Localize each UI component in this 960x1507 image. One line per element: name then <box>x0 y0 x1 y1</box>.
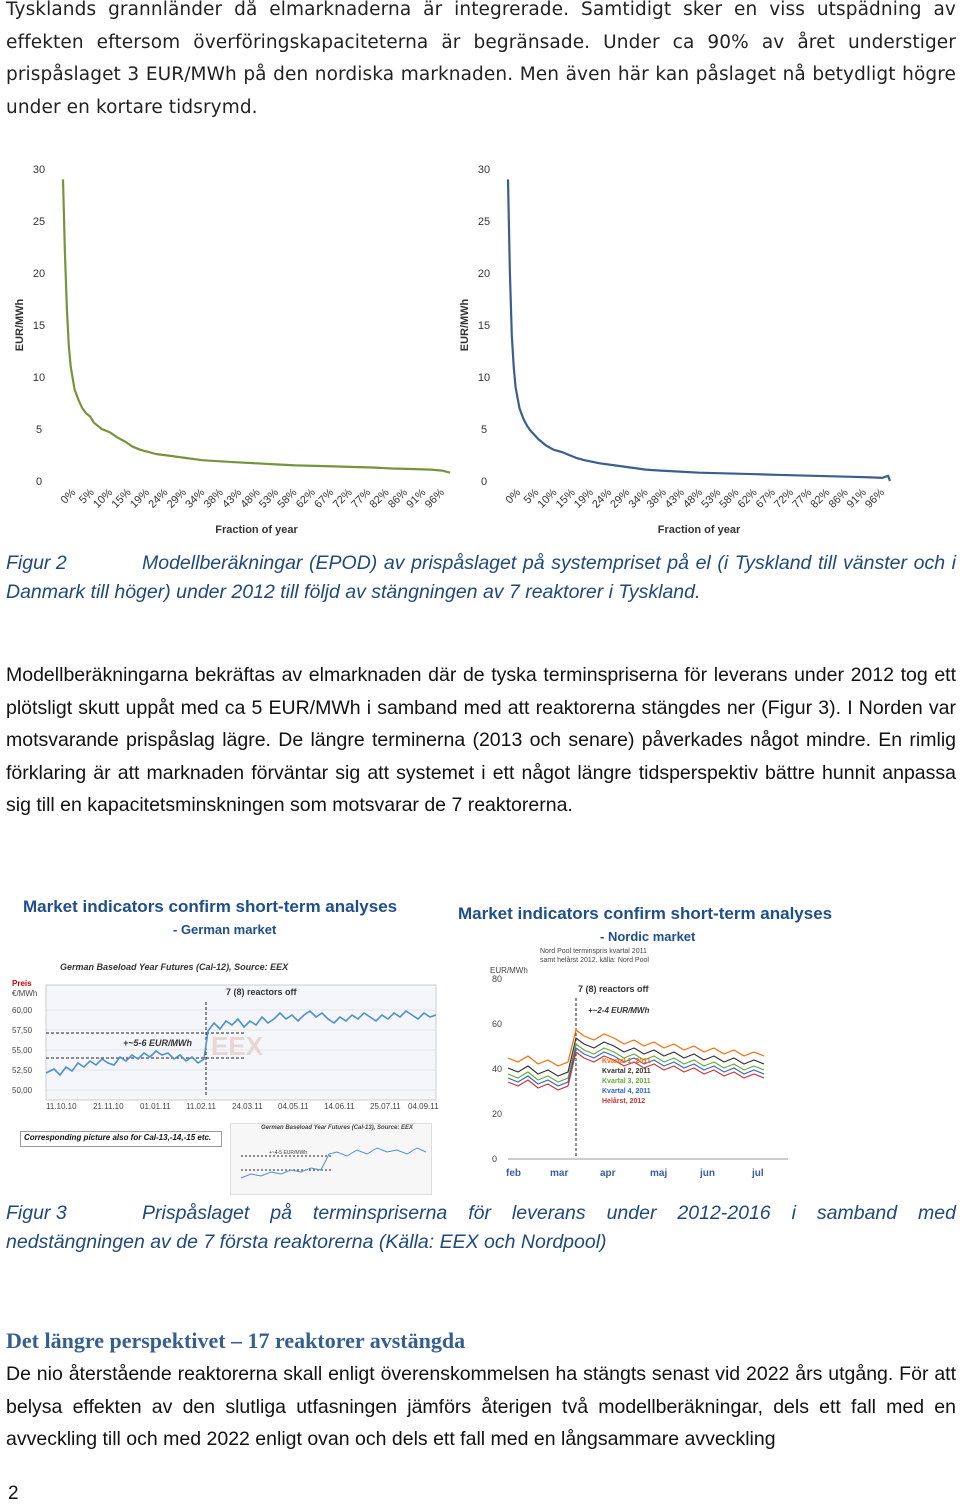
legend-item: Kvartal 2, 2011 <box>602 1068 651 1075</box>
note-text: Corresponding picture also for Cal-13,-14,-15 etc. <box>24 1133 212 1142</box>
screenshot-left-unit-2: €/MWh <box>12 989 38 998</box>
x-tick-label: 77% <box>349 486 374 511</box>
note-box <box>20 1131 222 1147</box>
mini-chart-plot <box>241 1138 426 1186</box>
legend-item: Kvartal 4, 2011 <box>602 1088 651 1095</box>
legend-item: Kvartal 3, 2011 <box>602 1078 651 1085</box>
y-tick-label: 5 <box>480 424 488 436</box>
month-tick: maj <box>650 1168 668 1179</box>
x-tick: 11.10.10 <box>46 1102 77 1111</box>
y-tick: 80 <box>492 974 503 984</box>
reactors-off-annotation: 7 (8) reactors off <box>226 987 297 997</box>
x-tick: 25.07.11 <box>370 1102 401 1111</box>
x-axis-label: Fraction of year <box>215 524 298 536</box>
figure3-label: Figur 3 <box>6 1202 67 1224</box>
x-tick-label: 43% <box>220 486 245 511</box>
x-axis-label: Fraction of year <box>657 524 741 536</box>
y-tick-label: 25 <box>32 216 46 228</box>
figure3-caption-text: Prispåslaget på terminspriserna för leverans under 2012-2016 i samband med nedstängningen av de 7 första reaktorerna (Källa: EEX och Nordpool) <box>6 1202 956 1253</box>
x-tick-label: 34% <box>626 486 651 511</box>
x-tick-label: 62% <box>735 486 760 511</box>
x-tick-label: 72% <box>330 486 355 511</box>
figure2-caption-text: Modellberäkningar (EPOD) av prispåslaget på systempriset på el (i Tyskland till vänster och i Danmark till höger) under 2012 till följd av stängningen av 7 reaktorer i Tyskland. <box>6 552 956 603</box>
y-tick-label: 25 <box>477 216 491 228</box>
y-tick: 52,50 <box>12 1066 33 1075</box>
legend-note-1: Nord Pool terminspris kvartal 2011 <box>540 948 647 955</box>
x-tick-label: 43% <box>662 486 687 511</box>
mini-annotation: +~4-5 EUR/MWh <box>269 1150 308 1156</box>
x-tick-label: 34% <box>183 486 208 511</box>
y-axis-label: EUR/MWh <box>459 298 471 352</box>
figure3-caption <box>6 1199 956 1257</box>
y-tick-label: 30 <box>477 164 491 176</box>
x-tick: 01.01.11 <box>140 1102 171 1111</box>
legend-note-2: samt helårst 2012. källa: Nord Pool <box>540 957 649 964</box>
y-tick: 57,50 <box>12 1026 33 1035</box>
x-tick-label: 82% <box>367 486 392 511</box>
x-tick-label: 5% <box>77 486 97 507</box>
x-tick-label: 53% <box>256 486 282 511</box>
x-tick-label: 10% <box>91 486 116 511</box>
x-tick-label: 91% <box>844 486 869 511</box>
mini-chart-title: German Baseload Year Futures (Cal-13), Source: EEX <box>261 1125 414 1131</box>
x-tick-label: 77% <box>790 486 815 511</box>
y-tick: 0 <box>492 1154 498 1164</box>
x-tick-label: 67% <box>753 486 778 511</box>
x-tick-label: 19% <box>127 486 153 511</box>
units-label: EUR/MWh <box>490 966 528 975</box>
german-futures-plot <box>46 985 436 1100</box>
y-tick-label: 10 <box>32 372 46 384</box>
x-tick-label: 72% <box>772 486 797 511</box>
y-tick-label: 20 <box>477 268 491 280</box>
x-tick-label: 15% <box>109 486 134 511</box>
x-tick-label: 96% <box>862 486 888 511</box>
last-paragraph: De nio återstående reaktorerna skall enligt överenskommelsen ha stängts senast vid 2022 års utgång. För att belysa effekten av den slutliga utfasningen jämförs återigen två modellberäkningar, dels ett fall med en avveckling till och med 2022 enligt ovan och dels ett fall med en långsammare avveckling <box>6 1363 956 1450</box>
figure2-label: Figur 2 <box>6 552 67 574</box>
x-tick-label: 15% <box>553 486 578 511</box>
x-tick-label: 38% <box>201 486 226 511</box>
figure2-caption <box>6 549 956 607</box>
screenshot-right-title: Market indicators confirm short-term analyses <box>458 904 833 923</box>
x-tick-label: 67% <box>312 486 337 511</box>
x-tick-label: 62% <box>293 486 318 511</box>
screenshot-right-subtitle: - Nordic market <box>600 929 696 944</box>
reactors-off-annotation: 7 (8) reactors off <box>578 984 649 994</box>
legend-item: Kvartal 1, 2011 <box>602 1058 651 1065</box>
series-line <box>63 179 450 472</box>
chart-denmark <box>459 150 950 545</box>
x-tick-label: 10% <box>535 486 560 511</box>
x-tick: 04.09.11 <box>408 1102 439 1111</box>
middle-paragraph: Modellberäkningarna bekräftas av elmarknaden där de tyska terminspriserna för leverans under 2012 tog ett plötsligt skutt uppåt med ca 5 EUR/MWh i samband med att reaktorerna stängdes ner (Figur 3). I Norden var motsvarande prispåslag lägre. De längre terminerna (2013 och senare) påverkades något mindre. En rimlig förklaring är att marknaden förväntar sig att systemet i ett något längre tidsperspektiv bättre hunnit anpassa sig till en kapacitetsminskningen som motsvarar de 7 reaktorerna. <box>6 664 956 816</box>
y-tick-label: 15 <box>32 320 46 332</box>
x-tick-label: 58% <box>717 486 742 511</box>
mini-chart <box>230 1123 432 1195</box>
page-number: 2 <box>8 1483 19 1504</box>
y-tick: 60 <box>492 1019 503 1029</box>
month-tick: jun <box>700 1168 715 1179</box>
x-tick-label: 48% <box>681 486 706 511</box>
x-tick-label: 58% <box>275 486 300 511</box>
x-tick-label: 53% <box>699 486 724 511</box>
section-heading: Det längre perspektivet – 17 reaktorer avstängda <box>6 1328 466 1353</box>
month-tick: jul <box>752 1168 764 1179</box>
x-tick-label: 38% <box>644 486 669 511</box>
y-tick-label: 0 <box>480 476 488 488</box>
x-tick: 11.02.11 <box>186 1102 216 1111</box>
x-tick-label: 0% <box>503 486 524 507</box>
y-tick: 55,00 <box>12 1046 33 1055</box>
x-tick-label: 91% <box>404 486 429 511</box>
price-increase-annotation: +~5-6 EUR/MWh <box>123 1038 193 1048</box>
y-tick-label: 10 <box>477 372 491 384</box>
price-increase-annotation: +~2-4 EUR/MWh <box>588 1006 650 1015</box>
month-tick: apr <box>600 1168 616 1179</box>
legend-item: Helårst, 2012 <box>602 1098 646 1105</box>
x-tick-label: 48% <box>238 486 263 511</box>
screenshot-left-chart-title: German Baseload Year Futures (Cal-12), Source: EEX <box>60 962 289 972</box>
screenshot-nordic-market <box>452 900 892 1190</box>
x-tick: 24.03.11 <box>232 1102 263 1111</box>
y-axis-label: EUR/MWh <box>14 298 26 352</box>
x-tick-label: 19% <box>571 486 596 511</box>
x-tick-label: 29% <box>608 486 633 511</box>
x-tick: 21.11.10 <box>93 1102 124 1111</box>
chart-germany <box>0 150 470 545</box>
y-tick: 50,00 <box>12 1086 33 1095</box>
x-tick-label: 24% <box>146 486 171 511</box>
x-tick-label: 0% <box>58 486 79 507</box>
x-tick-label: 5% <box>521 486 542 507</box>
y-tick-label: 30 <box>32 164 46 176</box>
x-tick-label: 24% <box>590 486 615 511</box>
y-tick-label: 20 <box>32 268 46 280</box>
x-tick-label: 82% <box>808 486 833 511</box>
y-tick-label: 15 <box>477 320 491 332</box>
y-tick: 40 <box>492 1064 503 1074</box>
screenshot-left-subtitle: - German market <box>173 922 277 937</box>
x-tick-label: 86% <box>385 486 411 511</box>
month-tick: feb <box>506 1168 521 1179</box>
x-tick-label: 29% <box>164 486 189 511</box>
x-tick-label: 96% <box>422 486 447 511</box>
screenshot-left-title: Market indicators confirm short-term analyses <box>23 897 398 916</box>
y-tick: 60,00 <box>12 1006 33 1015</box>
screenshot-left-unit-1: Preis <box>12 979 32 988</box>
month-tick: mar <box>550 1168 569 1179</box>
eex-watermark: EEX <box>211 1031 264 1061</box>
y-tick-label: 5 <box>35 424 43 436</box>
nordic-legend <box>602 1058 682 1108</box>
series-line <box>508 179 890 481</box>
intro-paragraph: Tysklands grannländer då elmarknaderna är integrerade. Samtidigt sker en viss utspädning av effekten eftersom överföringskapaciteterna är begränsade. Under ca 90% av året understiger prispåslaget 3 EUR/MWh på den nordiska marknaden. Men även här kan påslaget nå betydligt högre under en kortare tidsrymd. <box>6 0 956 118</box>
screenshot-german-market <box>8 895 440 1195</box>
y-tick-label: 0 <box>35 476 43 488</box>
x-tick: 14.06.11 <box>324 1102 355 1111</box>
x-tick-label: 86% <box>826 486 851 511</box>
y-tick: 20 <box>492 1109 503 1119</box>
x-tick: 04.05.11 <box>278 1102 309 1111</box>
